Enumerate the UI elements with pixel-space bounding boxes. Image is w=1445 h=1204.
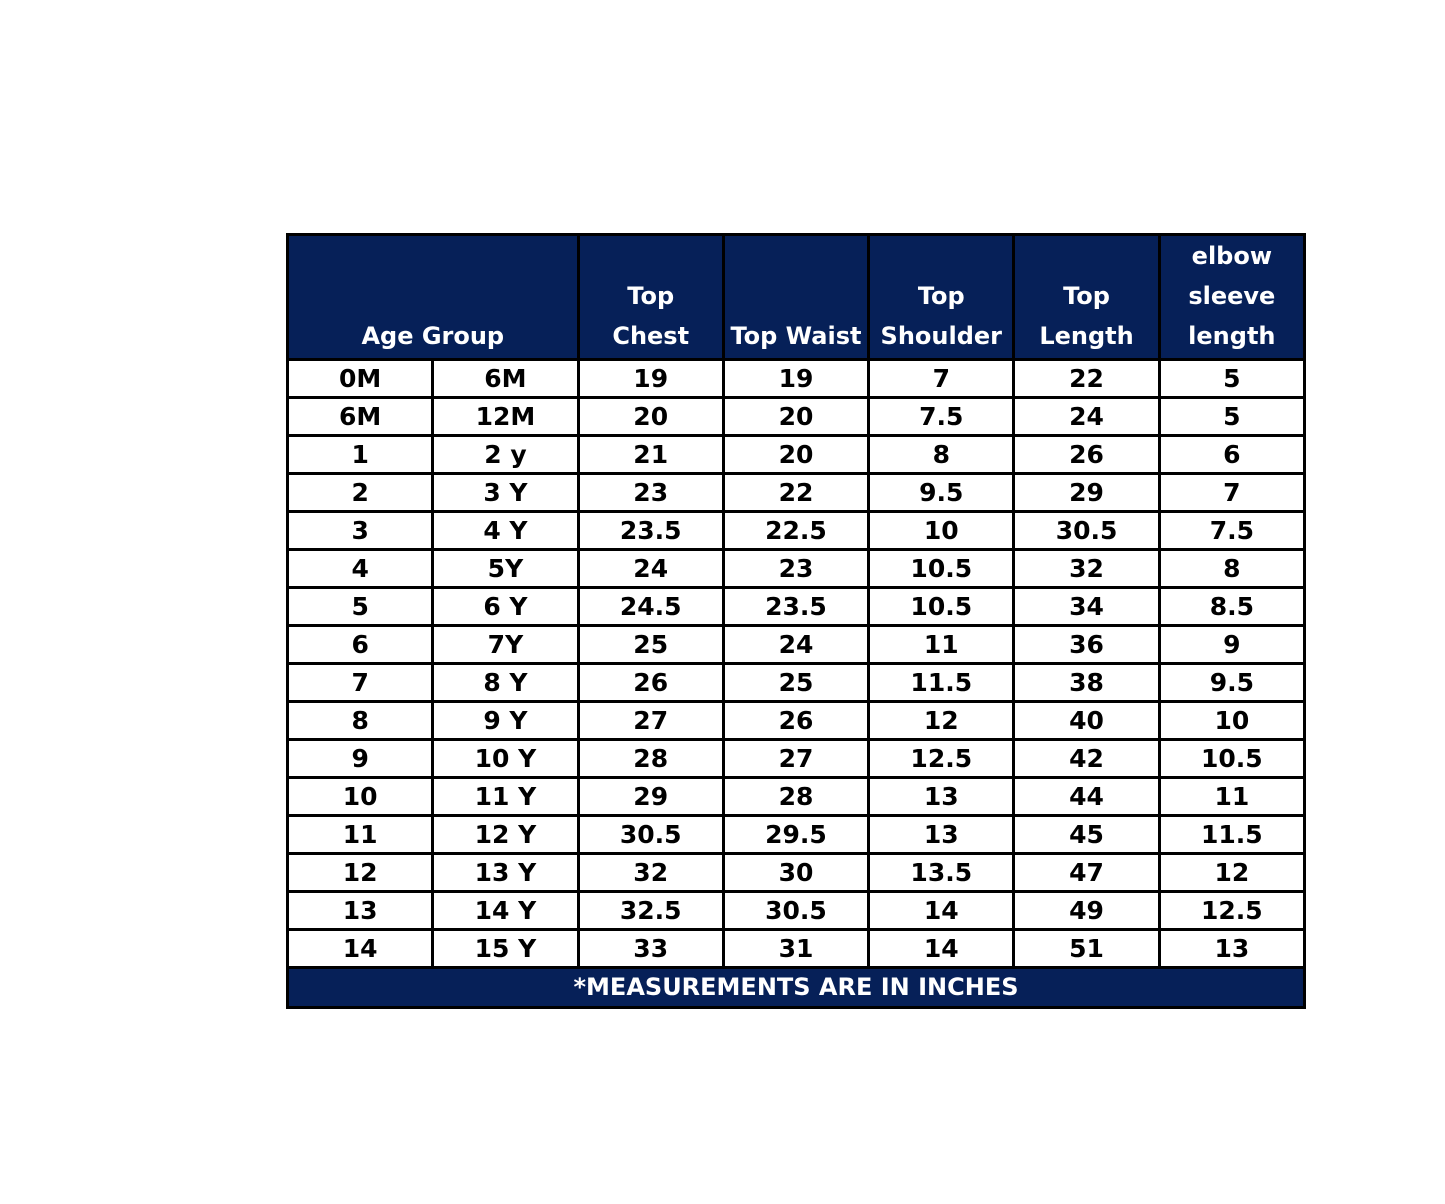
age-to-cell: 6M <box>433 360 578 398</box>
top-length-cell: 22 <box>1014 360 1159 398</box>
top-length-cell: 40 <box>1014 702 1159 740</box>
top-shoulder-cell: 13.5 <box>869 854 1014 892</box>
top-shoulder-cell: 14 <box>869 930 1014 968</box>
elbow-sleeve-length-cell: 7 <box>1159 474 1304 512</box>
table-row <box>288 474 1305 512</box>
footer-row <box>288 968 1305 1008</box>
age-from-cell: 5 <box>288 588 433 626</box>
age-to-cell: 10 Y <box>433 740 578 778</box>
top-chest-cell: 23 <box>578 474 723 512</box>
top-chest-cell: 28 <box>578 740 723 778</box>
top-shoulder-cell: 8 <box>869 436 1014 474</box>
top-shoulder-cell: 14 <box>869 892 1014 930</box>
header-line: elbow <box>1191 242 1273 270</box>
top-length-cell: 26 <box>1014 436 1159 474</box>
top-shoulder-cell: 10 <box>869 512 1014 550</box>
top-length-cell: 44 <box>1014 778 1159 816</box>
top-chest-cell: 25 <box>578 626 723 664</box>
header-top-length <box>1014 235 1159 360</box>
table-row <box>288 664 1305 702</box>
size-chart-table <box>286 233 1306 1009</box>
top-length-cell: 38 <box>1014 664 1159 702</box>
elbow-sleeve-length-cell: 11.5 <box>1159 816 1304 854</box>
elbow-sleeve-length-cell: 13 <box>1159 930 1304 968</box>
header-line: Top Waist <box>730 322 862 350</box>
table-row <box>288 816 1305 854</box>
elbow-sleeve-length-cell: 10 <box>1159 702 1304 740</box>
age-from-cell: 8 <box>288 702 433 740</box>
top-waist-cell: 23.5 <box>723 588 868 626</box>
top-waist-cell: 20 <box>723 398 868 436</box>
header-line: sleeve <box>1188 282 1276 310</box>
header-top-waist <box>723 235 868 360</box>
header-line: Chest <box>612 322 690 350</box>
top-waist-cell: 31 <box>723 930 868 968</box>
table-row <box>288 550 1305 588</box>
top-waist-cell: 27 <box>723 740 868 778</box>
top-shoulder-cell: 11.5 <box>869 664 1014 702</box>
header-row <box>288 235 1305 360</box>
top-waist-cell: 23 <box>723 550 868 588</box>
table-row <box>288 398 1305 436</box>
elbow-sleeve-length-cell: 8.5 <box>1159 588 1304 626</box>
elbow-sleeve-length-cell: 9.5 <box>1159 664 1304 702</box>
elbow-sleeve-length-cell: 9 <box>1159 626 1304 664</box>
top-chest-cell: 32 <box>578 854 723 892</box>
age-from-cell: 10 <box>288 778 433 816</box>
top-shoulder-cell: 9.5 <box>869 474 1014 512</box>
age-to-cell: 13 Y <box>433 854 578 892</box>
age-from-cell: 7 <box>288 664 433 702</box>
age-from-cell: 14 <box>288 930 433 968</box>
table-header <box>288 235 1305 360</box>
age-from-cell: 11 <box>288 816 433 854</box>
age-to-cell: 3 Y <box>433 474 578 512</box>
top-shoulder-cell: 10.5 <box>869 588 1014 626</box>
age-from-cell: 2 <box>288 474 433 512</box>
elbow-sleeve-length-cell: 5 <box>1159 360 1304 398</box>
header-top-shoulder <box>869 235 1014 360</box>
elbow-sleeve-length-cell: 12.5 <box>1159 892 1304 930</box>
top-shoulder-cell: 7.5 <box>869 398 1014 436</box>
table-row <box>288 588 1305 626</box>
age-to-cell: 12M <box>433 398 578 436</box>
age-to-cell: 12 Y <box>433 816 578 854</box>
age-from-cell: 1 <box>288 436 433 474</box>
top-length-cell: 49 <box>1014 892 1159 930</box>
top-waist-cell: 24 <box>723 626 868 664</box>
top-chest-cell: 32.5 <box>578 892 723 930</box>
top-chest-cell: 27 <box>578 702 723 740</box>
header-line: Shoulder <box>880 322 1002 350</box>
elbow-sleeve-length-cell: 12 <box>1159 854 1304 892</box>
units-note: *MEASUREMENTS ARE IN INCHES <box>288 968 1305 1008</box>
top-chest-cell: 30.5 <box>578 816 723 854</box>
elbow-sleeve-length-cell: 5 <box>1159 398 1304 436</box>
header-line: Top <box>627 282 675 310</box>
table-row <box>288 892 1305 930</box>
top-waist-cell: 30.5 <box>723 892 868 930</box>
age-to-cell: 15 Y <box>433 930 578 968</box>
top-waist-cell: 20 <box>723 436 868 474</box>
elbow-sleeve-length-cell: 10.5 <box>1159 740 1304 778</box>
table-row <box>288 778 1305 816</box>
table-row <box>288 360 1305 398</box>
top-waist-cell: 25 <box>723 664 868 702</box>
top-waist-cell: 22.5 <box>723 512 868 550</box>
top-chest-cell: 26 <box>578 664 723 702</box>
top-chest-cell: 33 <box>578 930 723 968</box>
table-row <box>288 930 1305 968</box>
age-to-cell: 4 Y <box>433 512 578 550</box>
table-body <box>288 360 1305 968</box>
age-from-cell: 4 <box>288 550 433 588</box>
top-shoulder-cell: 12 <box>869 702 1014 740</box>
header-line: length <box>1188 322 1276 350</box>
top-length-cell: 29 <box>1014 474 1159 512</box>
age-to-cell: 8 Y <box>433 664 578 702</box>
age-to-cell: 7Y <box>433 626 578 664</box>
table-row <box>288 740 1305 778</box>
top-chest-cell: 20 <box>578 398 723 436</box>
top-length-cell: 51 <box>1014 930 1159 968</box>
age-from-cell: 0M <box>288 360 433 398</box>
top-length-cell: 32 <box>1014 550 1159 588</box>
top-shoulder-cell: 12.5 <box>869 740 1014 778</box>
top-waist-cell: 28 <box>723 778 868 816</box>
top-chest-cell: 23.5 <box>578 512 723 550</box>
top-length-cell: 34 <box>1014 588 1159 626</box>
top-waist-cell: 26 <box>723 702 868 740</box>
header-age-group-label: Age Group <box>361 322 505 350</box>
age-from-cell: 12 <box>288 854 433 892</box>
header-top-chest <box>578 235 723 360</box>
top-waist-cell: 29.5 <box>723 816 868 854</box>
age-from-cell: 9 <box>288 740 433 778</box>
top-waist-cell: 19 <box>723 360 868 398</box>
top-chest-cell: 24.5 <box>578 588 723 626</box>
top-shoulder-cell: 13 <box>869 778 1014 816</box>
header-age-group <box>288 235 579 360</box>
top-length-cell: 36 <box>1014 626 1159 664</box>
top-shoulder-cell: 11 <box>869 626 1014 664</box>
top-shoulder-cell: 10.5 <box>869 550 1014 588</box>
header-line: Top <box>1063 282 1110 310</box>
header-line: Top <box>917 282 965 310</box>
top-shoulder-cell: 7 <box>869 360 1014 398</box>
elbow-sleeve-length-cell: 11 <box>1159 778 1304 816</box>
age-to-cell: 9 Y <box>433 702 578 740</box>
age-from-cell: 6 <box>288 626 433 664</box>
top-shoulder-cell: 13 <box>869 816 1014 854</box>
top-waist-cell: 30 <box>723 854 868 892</box>
age-from-cell: 13 <box>288 892 433 930</box>
top-length-cell: 24 <box>1014 398 1159 436</box>
table-row <box>288 436 1305 474</box>
top-waist-cell: 22 <box>723 474 868 512</box>
elbow-sleeve-length-cell: 7.5 <box>1159 512 1304 550</box>
top-length-cell: 45 <box>1014 816 1159 854</box>
top-chest-cell: 21 <box>578 436 723 474</box>
top-length-cell: 47 <box>1014 854 1159 892</box>
age-to-cell: 6 Y <box>433 588 578 626</box>
age-to-cell: 2 y <box>433 436 578 474</box>
age-from-cell: 3 <box>288 512 433 550</box>
top-chest-cell: 19 <box>578 360 723 398</box>
table-row <box>288 702 1305 740</box>
table-row <box>288 626 1305 664</box>
age-to-cell: 11 Y <box>433 778 578 816</box>
header-line: Length <box>1039 322 1134 350</box>
top-chest-cell: 29 <box>578 778 723 816</box>
top-length-cell: 30.5 <box>1014 512 1159 550</box>
elbow-sleeve-length-cell: 8 <box>1159 550 1304 588</box>
table-row <box>288 854 1305 892</box>
table-row <box>288 512 1305 550</box>
age-from-cell: 6M <box>288 398 433 436</box>
age-to-cell: 5Y <box>433 550 578 588</box>
elbow-sleeve-length-cell: 6 <box>1159 436 1304 474</box>
age-to-cell: 14 Y <box>433 892 578 930</box>
top-length-cell: 42 <box>1014 740 1159 778</box>
header-elbow-sleeve-length <box>1159 235 1304 360</box>
top-chest-cell: 24 <box>578 550 723 588</box>
table-footer <box>288 968 1305 1008</box>
